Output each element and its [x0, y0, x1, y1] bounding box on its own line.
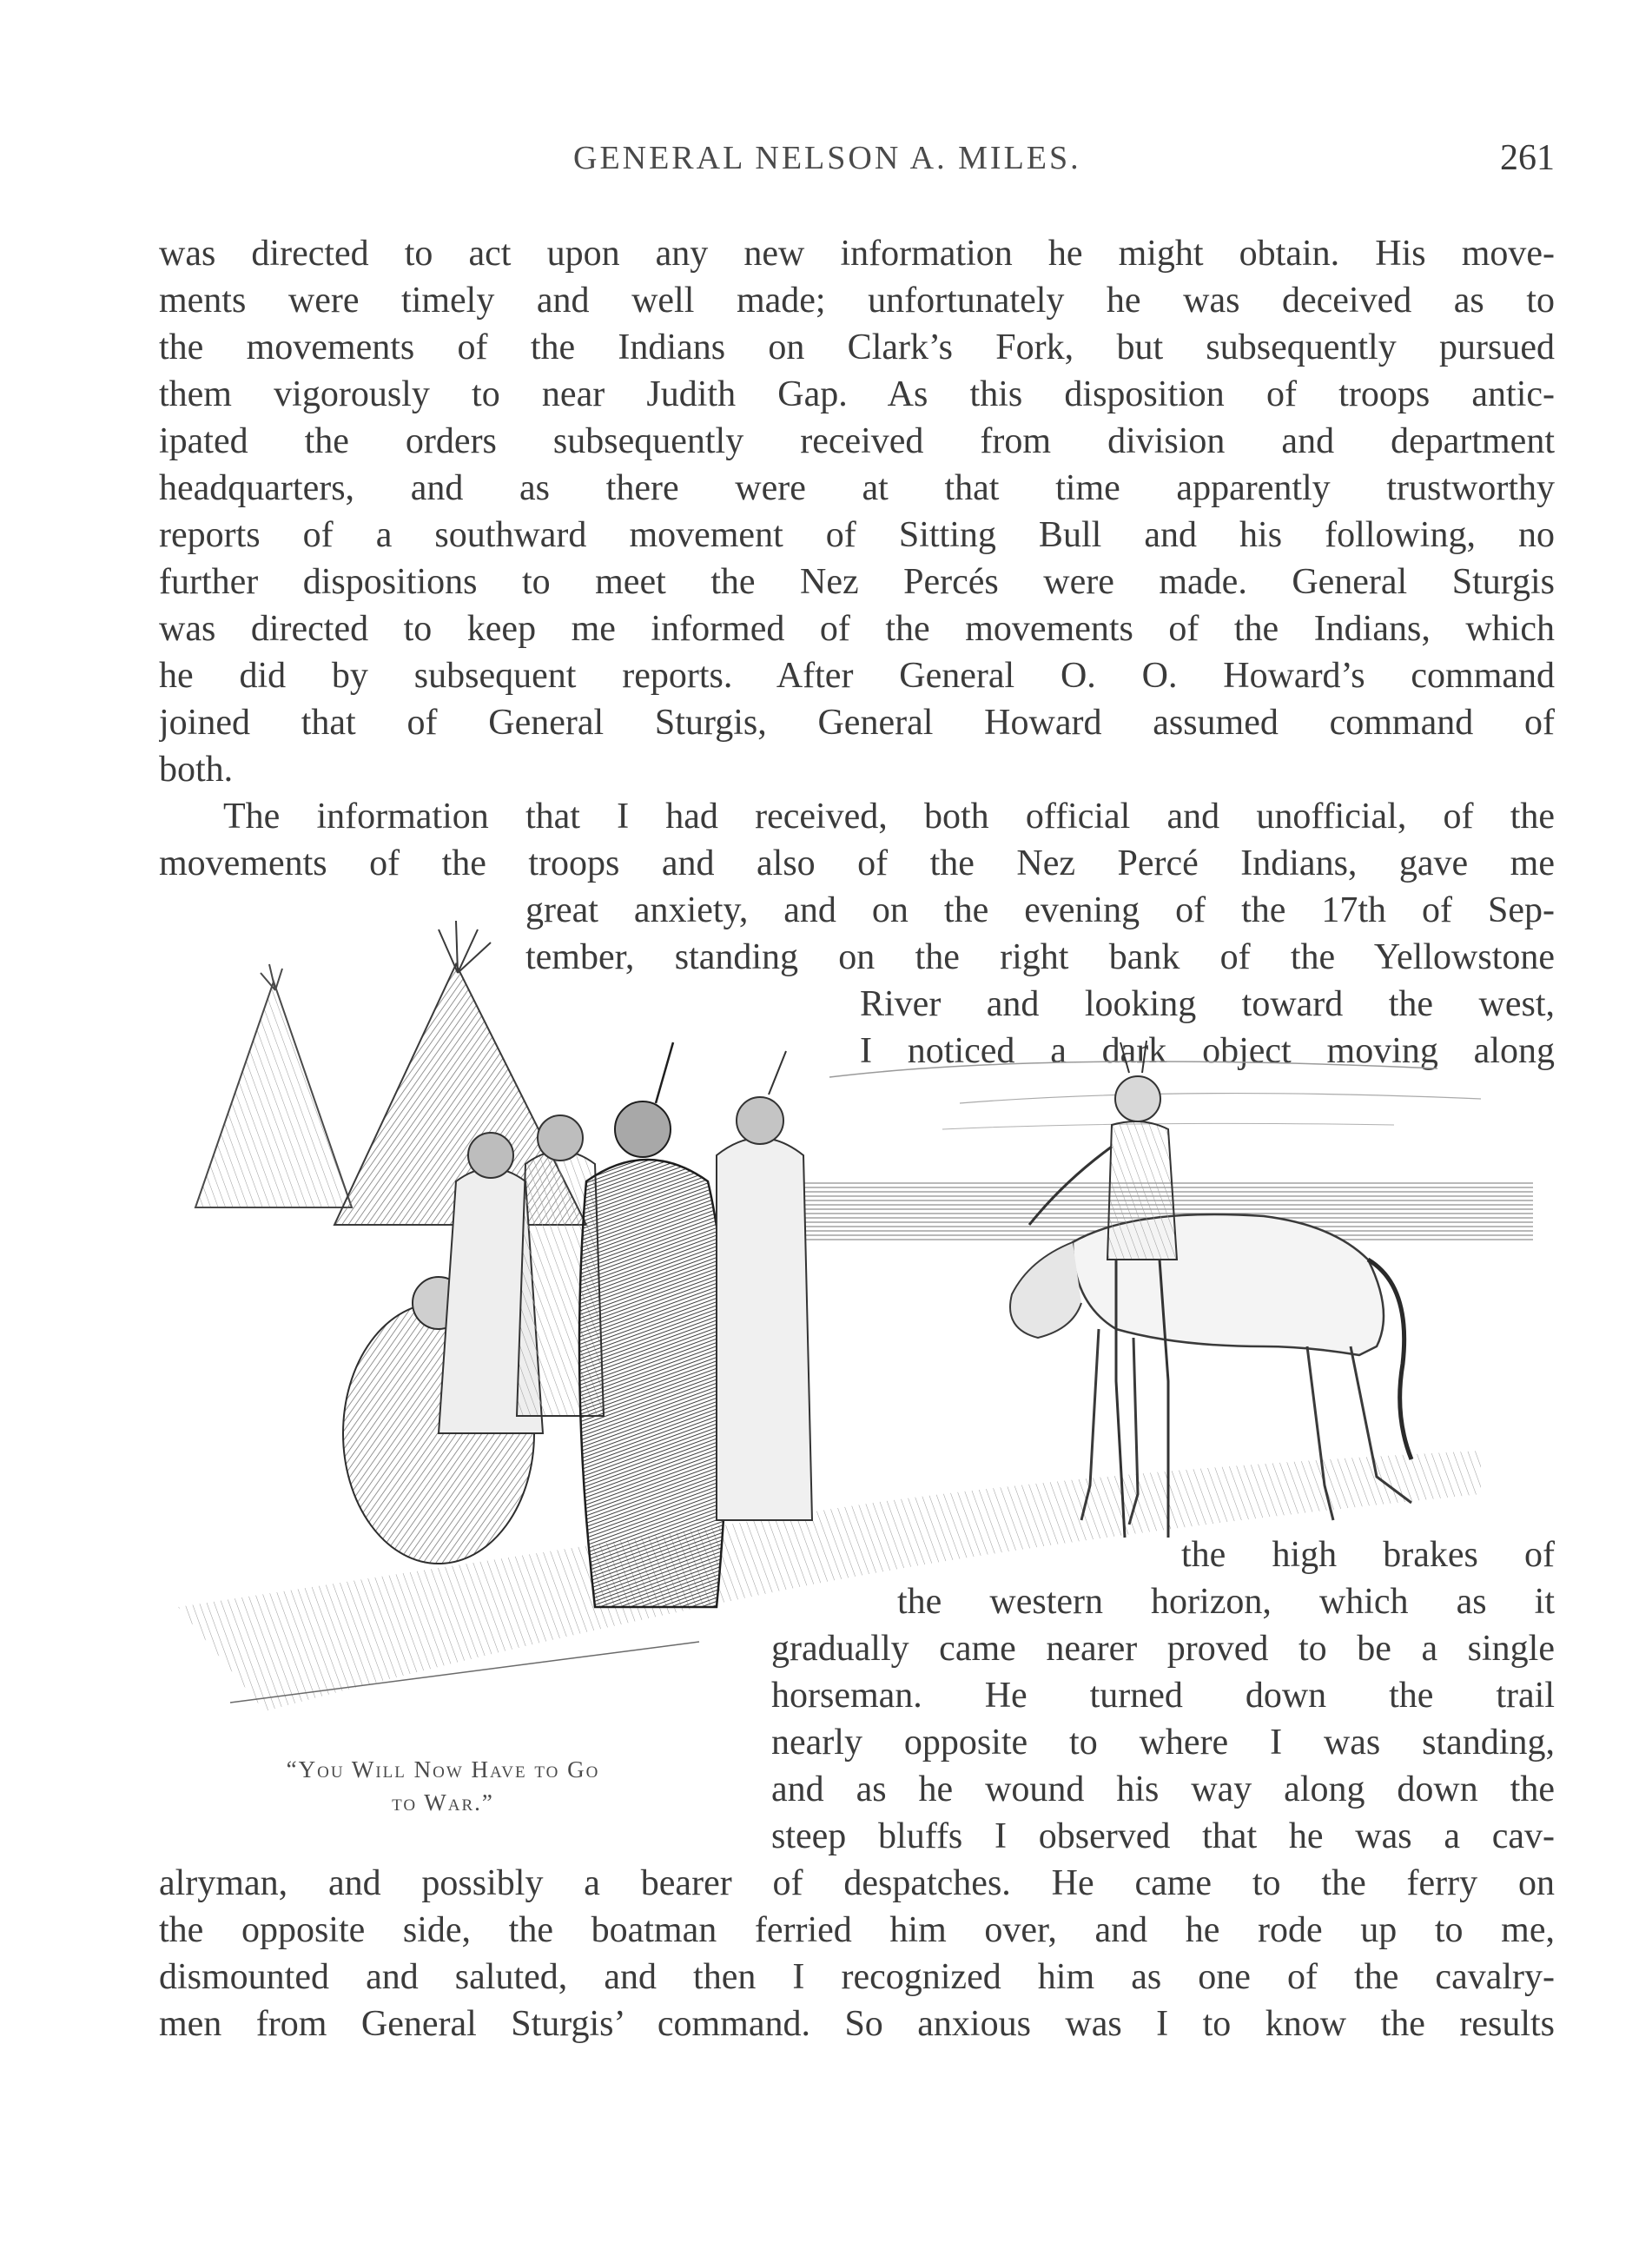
running-title: GENERAL NELSON A. MILES. [573, 140, 1081, 176]
text-line: nearly opposite to where I was standing, [771, 1723, 1555, 1763]
figure-robed-man-right [717, 1051, 812, 1520]
text-line: and as he wound his way along down the [771, 1769, 1555, 1809]
text-line: I noticed a dark object moving along [860, 1031, 1555, 1071]
text-line: alryman, and possibly a bearer of despatches. He came to the ferry on [159, 1863, 1555, 1903]
text-line: gradually came nearer proved to be a single [771, 1629, 1555, 1669]
text-line: he did by subsequent reports. After General O. O. Howard’s command [159, 656, 1555, 696]
text-line: joined that of General Sturgis, General Howard assumed command of [159, 703, 1555, 743]
text-line: men from General Sturgis’ command. So anxious was I to know the results [159, 2004, 1555, 2044]
text-line: ipated the orders subsequently received from division and department [159, 421, 1555, 461]
caption-line: to War.” [392, 1789, 494, 1816]
text-line: great anxiety, and on the evening of the 17th of Sep- [525, 890, 1555, 930]
engraving-illustration [178, 895, 1533, 1755]
text-line: both. [159, 750, 234, 790]
tipi-left [195, 964, 352, 1207]
text-line: tember, standing on the right bank of the Yellowstone [525, 937, 1555, 977]
text-line: ments were timely and well made; unfortunately he was deceived as to [159, 281, 1555, 321]
text-line: horseman. He turned down the trail [771, 1676, 1555, 1716]
text-line: the opposite side, the boatman ferried him over, and he rode up to me, [159, 1910, 1555, 1950]
text-line: further dispositions to meet the Nez Percés were made. General Sturgis [159, 562, 1555, 602]
text-line: the movements of the Indians on Clark’s Fork, but subsequently pursued [159, 327, 1555, 367]
text-line: the high brakes of [1181, 1535, 1555, 1575]
text-line: was directed to act upon any new information he might obtain. His move- [159, 234, 1555, 274]
running-head [0, 139, 1652, 191]
text-line: the western horizon, which as it [897, 1582, 1555, 1622]
text-line: dismounted and saluted, and then I recognized him as one of the cavalry- [159, 1957, 1555, 1997]
figure-blanket-man-center [579, 1042, 728, 1607]
caption-line: “You Will Now Have to Go [286, 1756, 600, 1782]
text-line: The information that I had received, both official and unofficial, of the [223, 797, 1555, 837]
text-line: movements of the troops and also of the Nez Percé Indians, gave me [159, 843, 1555, 883]
text-line: them vigorously to near Judith Gap. As this disposition of troops antic- [159, 374, 1555, 414]
illustration-caption [182, 1753, 704, 1819]
page-number: 261 [1500, 138, 1555, 178]
text-line: reports of a southward movement of Sitting Bull and his following, no [159, 515, 1555, 555]
text-line: steep bluffs I observed that he was a cav- [771, 1816, 1555, 1856]
text-line: River and looking toward the west, [860, 984, 1555, 1024]
text-line: was directed to keep me informed of the movements of the Indians, which [159, 609, 1555, 649]
text-line: headquarters, and as there were at that time apparently trustworthy [159, 468, 1555, 508]
